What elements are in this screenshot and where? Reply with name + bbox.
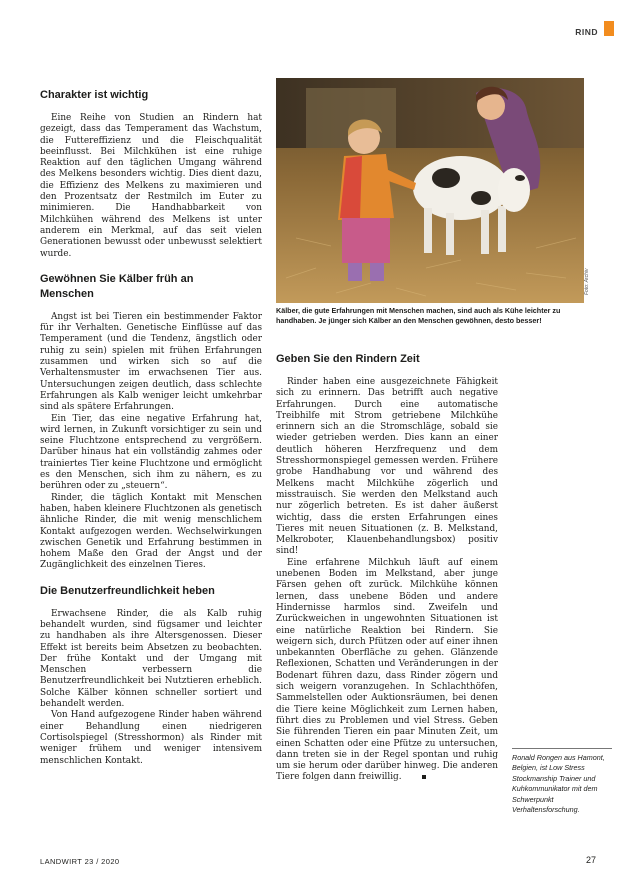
- paragraph: Erwachsene Rinder, die als Kalb ruhig behandelt wurden, sind fügsamer und leichter zu handhaben als ihre Altersgenossen. Dieser Effekt ist bereits beim Absetzen zu beobachten. Der frühe Kontakt und der Umgang mit Menschen verbessern die Benutzerfreundlichkeit bei Nutztieren erheblich. Solche Kälber können schneller sortiert und behandelt werden.: [40, 608, 262, 710]
- author-note: Ronald Rongen aus Hamont, Belgien, ist Low Stress Stockmanship Trainer und Kuhkommunikator mit dem Schwerpunkt Verhaltensforschung.: [512, 748, 612, 815]
- heading-zeit: Geben Sie den Rindern Zeit: [276, 353, 420, 365]
- page-number: 27: [585, 855, 596, 865]
- section-color-tab: [604, 21, 614, 36]
- paragraph: Rinder, die täglich Kontakt mit Menschen haben, haben kleinere Fluchtzonen als genetisch ähnliche Rinder, die mit wenig menschlichem Kontakt aufgezogen werden. Wechselwirkungen zwischen Genetik und Erfahrung bestimmen in hohem Maße den Grad der Angst und der Zugänglichkeit des einzelnen Tieres.: [40, 492, 262, 571]
- end-of-article-mark: [422, 775, 426, 779]
- footer-magazine: LANDWIRT 23 / 2020: [40, 857, 120, 866]
- section-label: RIND: [575, 27, 598, 37]
- photo-credit: Foto: Archiv: [584, 268, 590, 295]
- paragraph: Von Hand aufgezogene Rinder haben während einer Behandlung einen niedrigeren Cortisolspiegel (Stresshormon) als Rinder mit weniger frühem und weniger intensivem menschlichen Kontakt.: [40, 710, 262, 766]
- right-column: [276, 352, 498, 784]
- left-column: [40, 88, 262, 767]
- paragraph: Ein Tier, das eine negative Erfahrung hat, wird lernen, in Zukunft vorsichtiger zu sein und seine Fluchtzone entsprechend zu vergrößern. Darüber hinaus hat ein vollständig zahmes oder trainiertes Tier keine Fluchtzone und ermöglicht es den Menschen, sich ihm zu nähern, es zu berühren oder zu „steuern“.: [40, 413, 262, 492]
- photo-child-with-calf: [276, 78, 584, 303]
- heading-kaelber: Gewöhnen Sie Kälber früh an Menschen: [40, 272, 194, 300]
- heading-benutzerfreundlichkeit: Die Benutzerfreundlichkeit heben: [40, 584, 215, 597]
- heading-charakter: Charakter ist wichtig: [40, 89, 149, 101]
- paragraph: Eine Reihe von Studien an Rindern hat gezeigt, dass das Temperament das Wachstum, die Futtereffizienz und die Fleischqualität beeinflusst. Bei Milchkühen ist eine ruhige Reaktion auf den täglichen Umgang während des Melkens besonders wichtig. Dies dient dazu, die Effizienz des Melkens zu maximieren und den Prozentsatz der Restmilch im Euter zu minimieren. Die Handhabbarkeit von Milchkühen während des Melkens ist unter anderem ein Merkmal, auf das seit vielen Generationen bewusst oder unbewusst selektiert wurde.: [40, 113, 262, 259]
- paragraph: Rinder haben eine ausgezeichnete Fähigkeit sich zu erinnern. Das betrifft auch negative Erfahrungen. Durch eine automatische Treibhilfe mit Strom getriebene Milchkühe erinnern sich an die Stromschläge, sobald sie wieder getrieben werden. Dies kann an einer deutlich höheren Herzfrequenz und dem Stresshormonspiegel gemessen werden. Frühere grobe Handhabung vor und während des Melkens macht Milchkühe zögerlich und misstrauisch. Sie werden den Melkstand auch nur zögerlich betreten. Es ist daher äußerst wichtig, dass die ersten Erfahrungen eines Tieres mit neuen Situationen (z. B. Melkstand, Melkroboter, Klauenbehandlungsbox) positiv sind!: [276, 377, 498, 557]
- photo-caption: Kälber, die gute Erfahrungen mit Menschen machen, sind auch als Kühe leichter zu handhaben. Je jünger sich Kälber an den Menschen gewöhnen, desto besser!: [276, 306, 561, 325]
- paragraph: [276, 558, 498, 784]
- paragraph: Angst ist bei Tieren ein bestimmender Faktor für ihr Verhalten. Genetische Einflüsse auf das Temperament (und die Tendenz, ängstlich oder ruhig zu sein) spielen mit frühen Erfahrungen zusammen und wirken sich so auf die Verhaltensmuster im erwachsenen Tier aus. Untersuchungen zeigen deutlich, dass schlechte Erfahrungen als Kalb weniger leicht umkehrbar sind als spätere Erfahrungen.: [40, 311, 262, 413]
- paragraph-text: Eine erfahrene Milchkuh läuft auf einem unebenen Boden im Melkstand, aber junge Färsen gehen oft zurück. Milchkühe können lernen, dass unebene Böden und andere Hindernisse harmlos sind. Zweifeln und Zurückweichen in ungewohnten Situationen ist eine natürliche Reaktion bei Rindern. Sie weigern sich, durch Pfützen oder auf einer ihnen unbekannten Oberfläche zu gehen. Glänzende Reflexionen, Schatten und Veränderungen in der Bodenart führen dazu, dass Rinder zögern und sich weigern voranzugehen. In Schlachthöfen, Sammelstellen oder Auktionsräumen, bei denen die Tiere keine Möglichkeit zum Lernen haben, führt dies zu Problemen und viel Stress. Geben Sie führenden Tieren ein paar Minuten Zeit, um einen Schatten oder eine Pfütze zu untersuchen, dann treten sie in der Regel spontan und ruhig um sie herum oder darüber hinweg. Die anderen Tiere folgen dann freiwillig.: [276, 557, 498, 783]
